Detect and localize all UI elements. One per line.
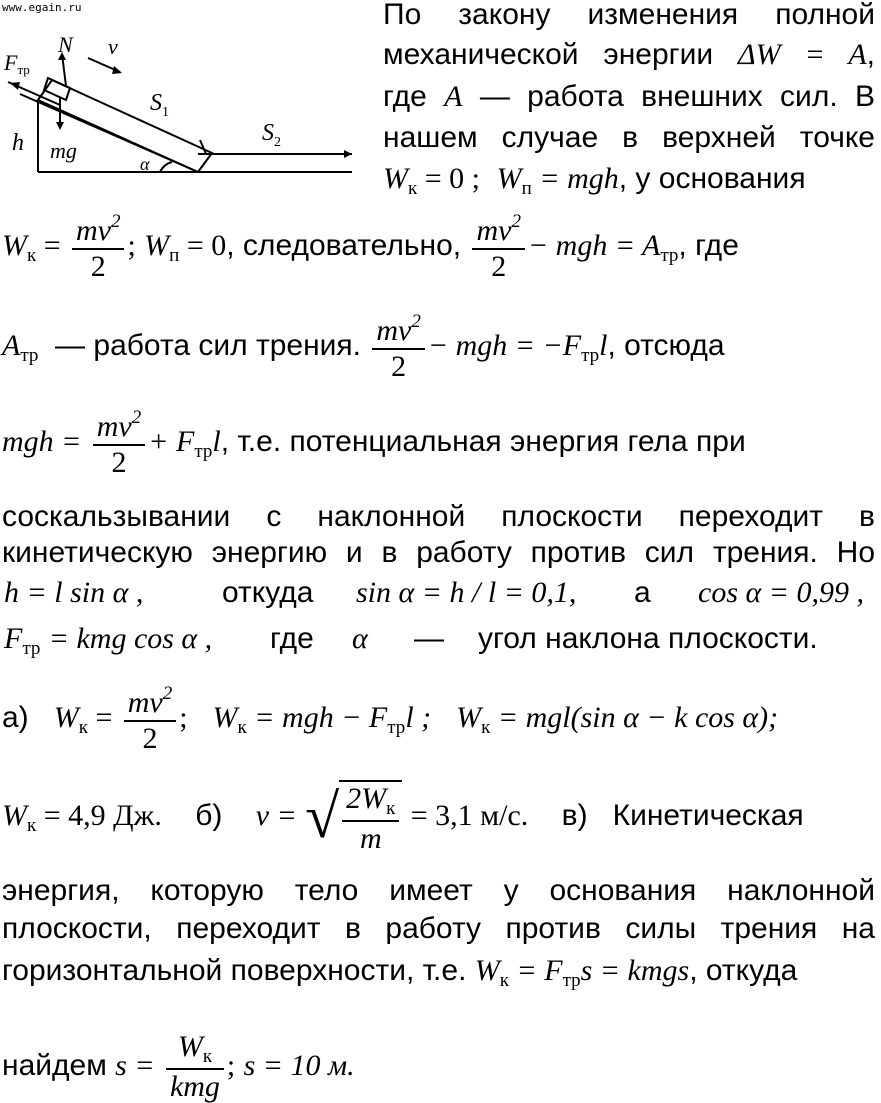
line-7: $A_{тр}$ — работа сил трения. $\frac{mv^2}{2}$ − mgh = $-F_{тр}l$, отсюда	[2, 311, 725, 383]
line-5: $W_к = 0$ ; $W_п$ = mgh, у основания	[383, 162, 806, 199]
alpha-label: α	[140, 154, 150, 174]
normal-label: N	[58, 32, 73, 57]
friction-label: Fтр	[4, 50, 30, 77]
mg-label: mg	[50, 138, 77, 163]
velocity-label: v	[108, 34, 118, 59]
line-4: нашем случае в верхней точке	[383, 121, 875, 154]
line-10: кинетическую энергию и в работу против сил трения. Но	[2, 536, 875, 569]
line-1: По закону изменения полной	[383, 0, 875, 31]
line-3: где A — работа внешних сил. В	[383, 80, 875, 113]
line-9: соскальзывании с наклонной плоскости переходит в	[2, 500, 875, 533]
line-6: $W_к$ = $\frac{mv^2}{2}$ ; $W_п = 0$, следовательно, $\frac{mv^2}{2}$ − mgh = $A_{тр}$, где	[2, 211, 739, 283]
line-15: энергия, которую тело имеет у основания наклонной	[2, 874, 875, 907]
line-8: mgh = $\frac{mv^2}{2}$ + $F_{тр}l$, т.е. потенциальная энергия гела при	[2, 407, 746, 479]
line-16: плоскости, переходит в работу против силы трения на	[2, 912, 875, 945]
inclined-plane-figure	[0, 30, 362, 188]
line-2: механической энергии ΔW = A,	[383, 38, 875, 71]
arrow-head	[10, 82, 20, 90]
s1-label: $S_1$	[150, 90, 169, 120]
line-18: найдем s = $\frac{W_к}{\text{kmg}}$ ; s = 10 м.	[2, 1030, 355, 1103]
site-url: www.egain.ru	[2, 1, 82, 14]
line-14: $W_к = 4,9$ Дж. б) v = √ $\frac{2W_к}{m}$ = 3,1 м/с. в) Кинетическая	[2, 782, 804, 855]
h-label: h	[12, 130, 24, 156]
line-17: горизонтальной поверхности, т.е. $W_к = F_{тр}s$ = kmgs, откуда	[2, 954, 798, 991]
line-13: а) $W_к$ = $\frac{mv^2}{2}$ ; $W_к$ = mgh − $F_{тр}l$ ; $W_к = mgl(\sin$ α − k cos α);	[2, 683, 779, 755]
s2-label: $S_2$	[262, 120, 281, 150]
